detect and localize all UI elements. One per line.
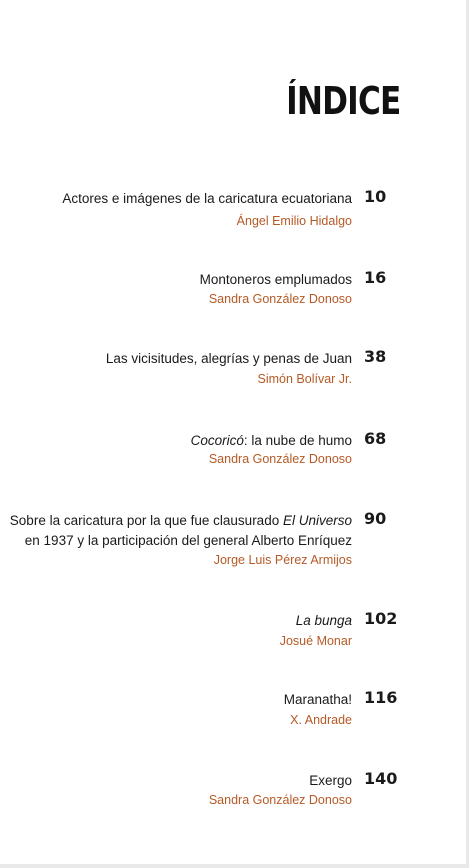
chapter-author: Ángel Emilio Hidalgo [236,214,352,228]
chapter-title [200,270,352,290]
title-text: Exergo [309,773,352,788]
chapter-author: Sandra González Donoso [208,793,352,807]
title-text: Maranatha! [283,692,352,707]
title-line [10,511,352,531]
title-text: Montoneros emplumados [199,272,352,287]
page-number: 90 [364,509,387,528]
chapter-title [284,690,352,710]
page-number: 10 [364,187,387,206]
page-number: 102 [364,609,398,628]
page-number: 140 [364,769,398,788]
title-line [200,270,352,290]
page-number: 68 [364,429,387,448]
page-number: 116 [364,688,398,707]
title-line [191,431,352,451]
title-text: Actores e imágenes de la caricatura ecuatoriana [62,191,352,206]
italic-title-text: La bunga [295,613,352,628]
chapter-author: Sandra González Donoso [208,452,352,466]
italic-title-text: Cocoricó [190,433,244,448]
italic-title-text: El Universo [282,513,352,528]
chapter-title [191,431,352,451]
chapter-title [106,349,352,369]
title-text: : la nube de humo [243,433,352,448]
title-line [62,189,352,209]
chapter-author: Jorge Luis Pérez Armijos [213,553,352,567]
chapter-author: X. Andrade [290,713,352,727]
title-text: Las vicisitudes, alegrías y penas de Juan [105,351,352,366]
title-line [284,690,352,710]
chapter-author: Simón Bolívar Jr. [257,372,352,386]
chapter-author: Josué Monar [279,634,352,648]
chapter-title [62,189,352,209]
page-number: 16 [364,268,387,287]
chapter-title [309,771,352,791]
title-text: en 1937 y la participación del general Alberto Enríquez [24,533,352,548]
title-text: Sobre la caricatura por la que fue clausurado [9,513,283,528]
title-line [296,611,352,631]
title-line [309,771,352,791]
index-heading: ÍNDICE [285,79,400,123]
title-line [106,349,352,369]
page-number: 38 [364,347,387,366]
chapter-author: Sandra González Donoso [208,292,352,306]
title-line [10,531,352,551]
chapter-title [10,511,352,551]
chapter-title [296,611,352,631]
